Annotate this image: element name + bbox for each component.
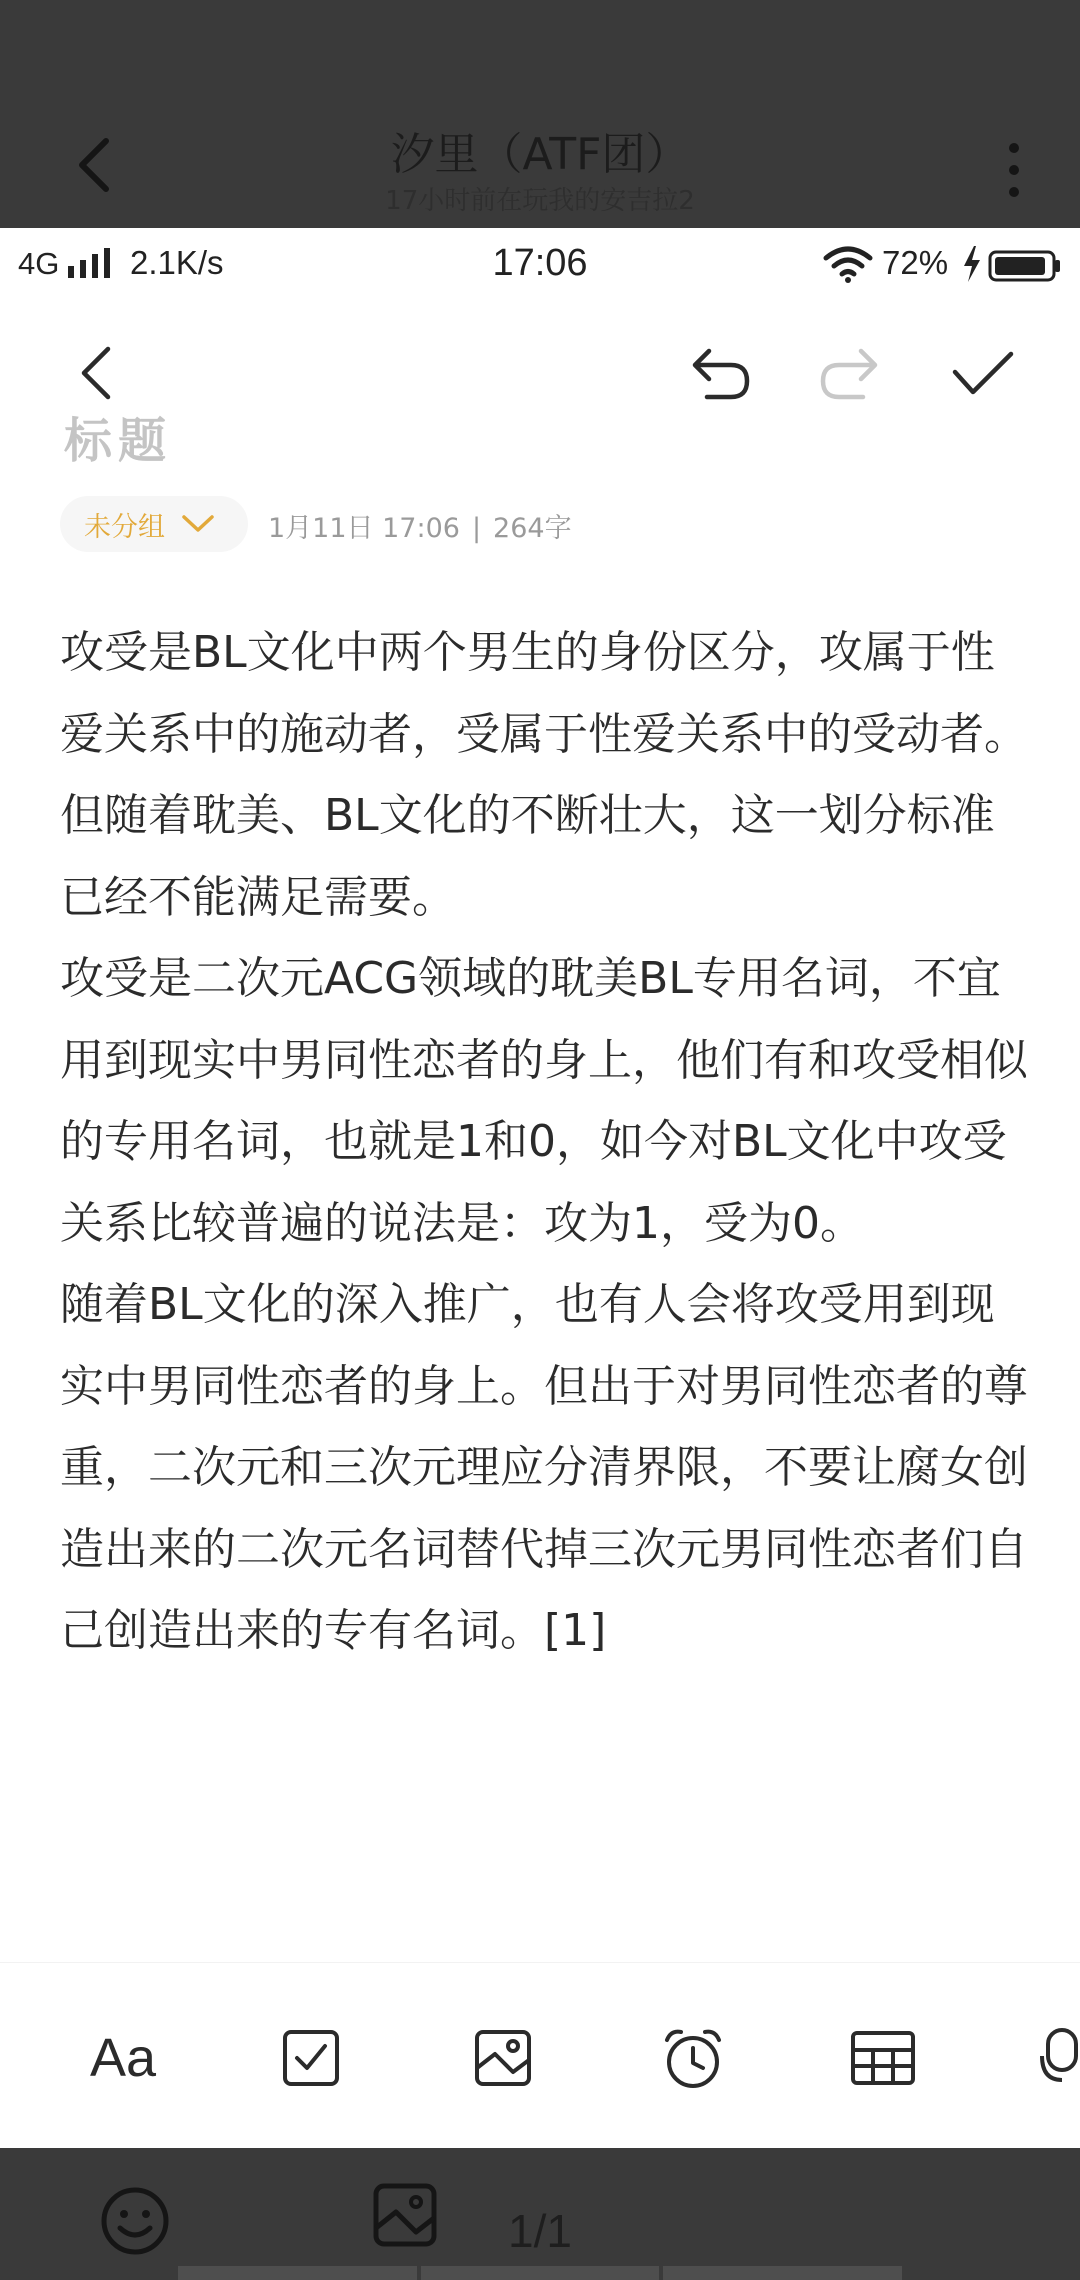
reminder-button[interactable]	[656, 2021, 730, 2095]
text-style-button[interactable]	[86, 2021, 160, 2095]
background-tab	[178, 2266, 417, 2280]
network-speed: 2.1K/s	[130, 244, 224, 281]
image-icon	[473, 2028, 533, 2088]
undo-button[interactable]	[685, 338, 755, 408]
checkmark-icon	[951, 348, 1015, 398]
group-selector[interactable]	[60, 496, 248, 552]
more-options-icon	[1000, 140, 1028, 200]
format-toolbar	[0, 1962, 1080, 2148]
note-body-editor[interactable]	[60, 612, 1030, 1672]
insert-image-button[interactable]	[466, 2021, 540, 2095]
battery-icon	[988, 250, 1062, 282]
background-tab	[421, 2266, 660, 2280]
word-count: 264字	[493, 513, 572, 544]
back-button[interactable]	[62, 338, 132, 408]
alarm-clock-icon	[661, 2026, 725, 2090]
background-app-header	[0, 0, 1080, 228]
note-title-residue: 标题	[64, 413, 173, 469]
charging-icon	[962, 246, 982, 282]
wifi-icon	[822, 244, 874, 284]
background-chat-title: 汐里（ATF团）	[390, 129, 690, 180]
voice-input-button[interactable]	[1040, 2021, 1080, 2095]
note-paragraph: 攻受是BL文化中两个男生的身份区分，攻属于性爱关系中的施动者，受属于性爱关系中的受动者。但随着耽美、BL文化的不断壮大，这一划分标准已经不能满足需要。	[60, 627, 1028, 923]
done-button[interactable]	[948, 338, 1018, 408]
checkbox-icon	[281, 2028, 341, 2088]
background-tab-strip	[178, 2266, 902, 2280]
status-bar	[0, 228, 1080, 302]
undo-icon	[687, 345, 753, 401]
background-tab	[663, 2266, 902, 2280]
redo-icon	[817, 345, 883, 401]
background-app-bottom-bar	[0, 2148, 1080, 2280]
battery-percentage: 72%	[882, 244, 949, 281]
meta-separator: |	[471, 513, 482, 544]
microphone-icon	[1040, 2026, 1080, 2090]
text-style-label: Aa	[89, 2028, 157, 2088]
insert-table-button[interactable]	[846, 2021, 920, 2095]
note-paragraph: 攻受是二次元ACG领域的耽美BL专用名词，不宜用到现实中男同性恋者的身上，他们有和攻受相似的专用名词，也就是1和0，如今对BL文化中攻受关系比较普遍的说法是：攻为1，受为0。	[60, 953, 1028, 1249]
checklist-button[interactable]	[274, 2021, 348, 2095]
network-type: 4G	[18, 246, 60, 281]
background-chat-subtitle: 17小时前在玩我的安吉拉2	[385, 186, 695, 216]
redo-button[interactable]	[815, 338, 885, 408]
back-arrow-icon	[72, 343, 122, 403]
chevron-down-icon	[181, 514, 215, 534]
note-date: 1月11日 17:06	[268, 513, 460, 544]
page-indicator: 1/1	[508, 2205, 572, 2257]
table-icon	[850, 2030, 916, 2086]
clock: 17:06	[492, 242, 588, 284]
group-label: 未分组	[84, 511, 165, 543]
note-meta	[268, 506, 572, 545]
note-paragraph: 随着BL文化的深入推广，也有人会将攻受用到现实中男同性恋者的身上。但出于对男同性恋者的尊重，二次元和三次元理应分清界限，不要让腐女创造出来的二次元名词替代掉三次元男同性恋者们自己创造出来的专有名词。[1]	[60, 1279, 1028, 1656]
